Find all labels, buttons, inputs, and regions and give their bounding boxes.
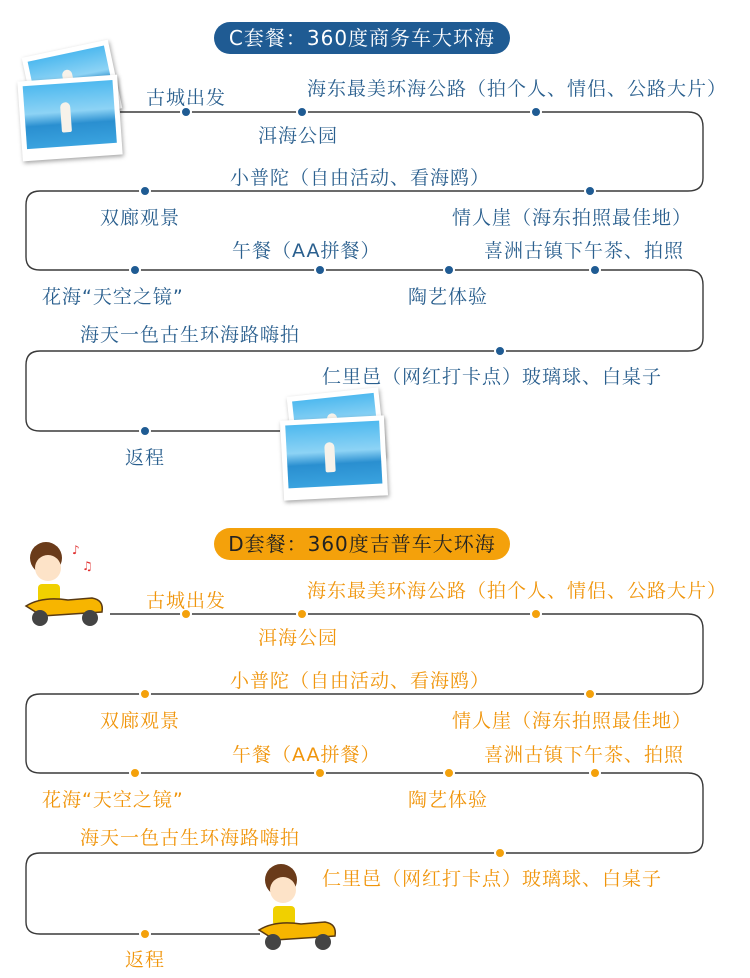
stop-label: 陶艺体验 — [408, 286, 489, 308]
photo-print-icon — [17, 75, 122, 162]
stop-label: 小普陀（自由活动、看海鸥） — [230, 167, 491, 189]
stop-label: 仁里邑（网红打卡点）玻璃球、白桌子 — [322, 366, 663, 388]
stop-label: 海东最美环海公路（拍个人、情侣、公路大片） — [307, 580, 728, 602]
stop-label: 花海“天空之镜” — [42, 286, 184, 308]
scooter-girl-icon — [12, 540, 112, 628]
stop-label: 古城出发 — [146, 590, 227, 612]
stop-label: 洱海公园 — [258, 627, 339, 649]
package-d-section — [0, 490, 750, 978]
stop-label: 情人崖（海东拍照最佳地） — [452, 207, 693, 229]
stop-label: 情人崖（海东拍照最佳地） — [452, 710, 693, 732]
stop-label: 小普陀（自由活动、看海鸥） — [230, 670, 491, 692]
stop-label: 午餐（AA拼餐） — [232, 240, 381, 262]
stop-label: 海天一色古生环海路嗨拍 — [80, 324, 301, 346]
stop-label: 陶艺体验 — [408, 789, 489, 811]
stop-label: 喜洲古镇下午茶、拍照 — [484, 744, 685, 766]
svg-text:♪: ♪ — [72, 543, 80, 557]
stop-label: 古城出发 — [146, 87, 227, 109]
photo-print-icon — [280, 415, 388, 500]
stop-label: 洱海公园 — [258, 125, 339, 147]
svg-text:♫: ♫ — [82, 559, 93, 573]
stop-label: 午餐（AA拼餐） — [232, 744, 381, 766]
package-c-title: C套餐：360度商务车大环海 — [214, 22, 510, 54]
package-d-title: D套餐：360度吉普车大环海 — [214, 528, 510, 560]
stop-label: 返程 — [125, 949, 166, 971]
stop-label: 返程 — [125, 447, 166, 469]
package-d-route — [0, 490, 750, 978]
stop-label: 双廊观景 — [100, 207, 181, 229]
stop-label: 仁里邑（网红打卡点）玻璃球、白桌子 — [322, 868, 663, 890]
stop-label: 海东最美环海公路（拍个人、情侣、公路大片） — [307, 78, 728, 100]
stop-label: 喜洲古镇下午茶、拍照 — [484, 240, 685, 262]
stop-label: 双廊观景 — [100, 710, 181, 732]
stop-label: 花海“天空之镜” — [42, 789, 184, 811]
stop-label: 海天一色古生环海路嗨拍 — [80, 827, 301, 849]
